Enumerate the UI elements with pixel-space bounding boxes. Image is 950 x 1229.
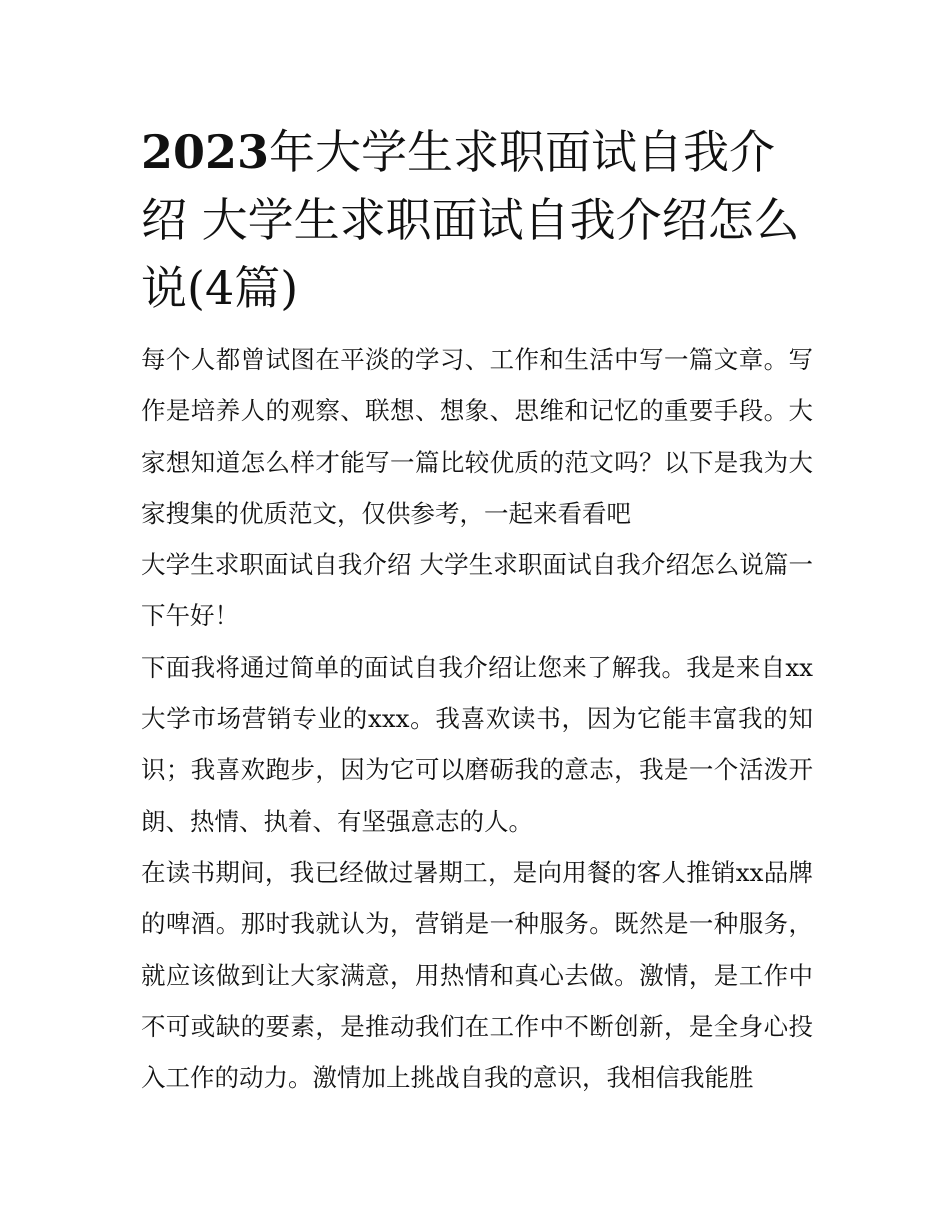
title-year: 2023	[141, 125, 270, 179]
section-heading-paragraph: 大学生求职面试自我介绍 大学生求职面试自我介绍怎么说篇一 下午好！	[141, 550, 813, 631]
body-paragraph: 在读书期间，我已经做过暑期工，是向用餐的客人推销xx品牌的啤酒。那时我就认为，营销是一种服务。既然是一种服务，就应该做到让大家满意，用热情和真心去做。激情，是工作中不可或缺的要素，是推动我们在工作中不断创新，是全身心投入工作的动力。激情加上挑战自我的意识，我相信我能胜	[141, 857, 813, 1093]
document-title: 2023年大学生求职面试自我介绍 大学生求职面试自我介绍怎么说(4篇)	[141, 125, 800, 315]
document-page	[141, 118, 813, 1103]
body-paragraph: 下面我将通过简单的面试自我介绍让您来了解我。我是来自xx大学市场营销专业的xxx。我喜欢读书，因为它能丰富我的知识；我喜欢跑步，因为它可以磨砺我的意志，我是一个活泼开朗、热情、执着、有坚强意志的人。	[141, 652, 813, 836]
intro-paragraph: 每个人都曾试图在平淡的学习、工作和生活中写一篇文章。写作是培养人的观察、联想、想象、思维和记忆的重要手段。大家想知道怎么样才能写一篇比较优质的范文吗？以下是我为大家搜集的优质范文，仅供参考，一起来看看吧	[141, 345, 813, 528]
